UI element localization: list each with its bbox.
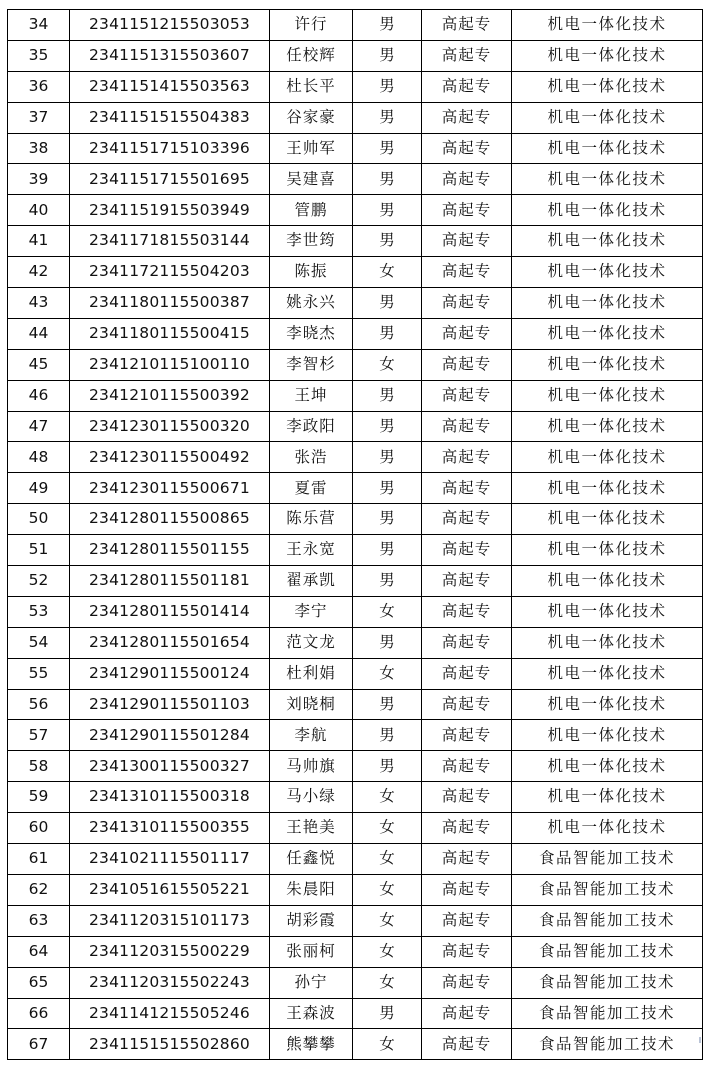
major-cell: 食品智能加工技术: [512, 967, 703, 998]
scroll-edge-marker: [699, 1037, 701, 1043]
gender-cell: 男: [353, 318, 422, 349]
gender-cell: 女: [353, 782, 422, 813]
table-row: [8, 813, 703, 844]
gender-cell: 男: [353, 998, 422, 1029]
major-cell: 机电一体化技术: [512, 627, 703, 658]
table-row: [8, 411, 703, 442]
gender-cell: 男: [353, 288, 422, 319]
student-name-cell: 姚永兴: [270, 288, 353, 319]
education-level-cell: 高起专: [422, 288, 512, 319]
row-number-cell: 52: [8, 566, 70, 597]
student-id-cell: 2341151715501695: [70, 164, 270, 195]
student-id-cell: 2341310115500355: [70, 813, 270, 844]
major-cell: 机电一体化技术: [512, 689, 703, 720]
major-cell: 机电一体化技术: [512, 164, 703, 195]
education-level-cell: 高起专: [422, 658, 512, 689]
student-id-cell: 2341230115500492: [70, 442, 270, 473]
gender-cell: 男: [353, 71, 422, 102]
gender-cell: 男: [353, 689, 422, 720]
student-roster-table: [7, 9, 703, 1060]
student-name-cell: 谷家豪: [270, 102, 353, 133]
table-row: [8, 936, 703, 967]
table-row: [8, 195, 703, 226]
student-name-cell: 翟承凯: [270, 566, 353, 597]
education-level-cell: 高起专: [422, 40, 512, 71]
student-id-cell: 2341210115100110: [70, 349, 270, 380]
student-id-cell: 2341280115500865: [70, 504, 270, 535]
student-id-cell: 2341141215505246: [70, 998, 270, 1029]
student-name-cell: 张浩: [270, 442, 353, 473]
education-level-cell: 高起专: [422, 782, 512, 813]
education-level-cell: 高起专: [422, 442, 512, 473]
row-number-cell: 65: [8, 967, 70, 998]
row-number-cell: 56: [8, 689, 70, 720]
student-id-cell: 2341230115500671: [70, 473, 270, 504]
major-cell: 机电一体化技术: [512, 504, 703, 535]
student-id-cell: 2341171815503144: [70, 226, 270, 257]
student-name-cell: 李晓杰: [270, 318, 353, 349]
row-number-cell: 66: [8, 998, 70, 1029]
table-row: [8, 874, 703, 905]
table-row: [8, 288, 703, 319]
student-id-cell: 2341120315502243: [70, 967, 270, 998]
major-cell: 食品智能加工技术: [512, 874, 703, 905]
table-row: [8, 627, 703, 658]
table-row: [8, 10, 703, 41]
table-row: [8, 349, 703, 380]
row-number-cell: 45: [8, 349, 70, 380]
student-name-cell: 王坤: [270, 380, 353, 411]
row-number-cell: 51: [8, 535, 70, 566]
major-cell: 机电一体化技术: [512, 40, 703, 71]
row-number-cell: 35: [8, 40, 70, 71]
gender-cell: 男: [353, 133, 422, 164]
student-id-cell: 2341230115500320: [70, 411, 270, 442]
student-id-cell: 2341210115500392: [70, 380, 270, 411]
major-cell: 机电一体化技术: [512, 751, 703, 782]
education-level-cell: 高起专: [422, 751, 512, 782]
student-id-cell: 2341300115500327: [70, 751, 270, 782]
table-row: [8, 566, 703, 597]
table-row: [8, 751, 703, 782]
student-id-cell: 2341280115501414: [70, 596, 270, 627]
gender-cell: 女: [353, 596, 422, 627]
major-cell: 机电一体化技术: [512, 288, 703, 319]
row-number-cell: 48: [8, 442, 70, 473]
education-level-cell: 高起专: [422, 349, 512, 380]
major-cell: 食品智能加工技术: [512, 998, 703, 1029]
table-row: [8, 905, 703, 936]
gender-cell: 男: [353, 411, 422, 442]
major-cell: 机电一体化技术: [512, 71, 703, 102]
student-name-cell: 李宁: [270, 596, 353, 627]
major-cell: 机电一体化技术: [512, 10, 703, 41]
row-number-cell: 50: [8, 504, 70, 535]
gender-cell: 女: [353, 1029, 422, 1060]
education-level-cell: 高起专: [422, 844, 512, 875]
row-number-cell: 44: [8, 318, 70, 349]
education-level-cell: 高起专: [422, 936, 512, 967]
student-id-cell: 2341120315500229: [70, 936, 270, 967]
table-row: [8, 967, 703, 998]
gender-cell: 女: [353, 844, 422, 875]
major-cell: 机电一体化技术: [512, 318, 703, 349]
education-level-cell: 高起专: [422, 133, 512, 164]
student-name-cell: 张丽柯: [270, 936, 353, 967]
major-cell: 食品智能加工技术: [512, 1029, 703, 1060]
major-cell: 机电一体化技术: [512, 658, 703, 689]
student-id-cell: 2341051615505221: [70, 874, 270, 905]
student-name-cell: 管鹏: [270, 195, 353, 226]
education-level-cell: 高起专: [422, 1029, 512, 1060]
student-name-cell: 孙宁: [270, 967, 353, 998]
row-number-cell: 49: [8, 473, 70, 504]
student-id-cell: 2341180115500387: [70, 288, 270, 319]
student-name-cell: 王帅军: [270, 133, 353, 164]
gender-cell: 男: [353, 566, 422, 597]
major-cell: 机电一体化技术: [512, 442, 703, 473]
gender-cell: 男: [353, 195, 422, 226]
student-id-cell: 2341151915503949: [70, 195, 270, 226]
document-page: [7, 9, 703, 1060]
table-row: [8, 844, 703, 875]
row-number-cell: 43: [8, 288, 70, 319]
gender-cell: 男: [353, 164, 422, 195]
student-name-cell: 任校辉: [270, 40, 353, 71]
student-name-cell: 马小绿: [270, 782, 353, 813]
row-number-cell: 54: [8, 627, 70, 658]
student-id-cell: 2341151515502860: [70, 1029, 270, 1060]
major-cell: 机电一体化技术: [512, 566, 703, 597]
table-row: [8, 720, 703, 751]
table-row: [8, 257, 703, 288]
row-number-cell: 40: [8, 195, 70, 226]
education-level-cell: 高起专: [422, 967, 512, 998]
student-name-cell: 朱晨阳: [270, 874, 353, 905]
student-name-cell: 王森波: [270, 998, 353, 1029]
gender-cell: 女: [353, 658, 422, 689]
student-id-cell: 2341151415503563: [70, 71, 270, 102]
student-id-cell: 2341151315503607: [70, 40, 270, 71]
gender-cell: 女: [353, 257, 422, 288]
student-id-cell: 2341290115500124: [70, 658, 270, 689]
row-number-cell: 38: [8, 133, 70, 164]
student-name-cell: 吴建喜: [270, 164, 353, 195]
row-number-cell: 58: [8, 751, 70, 782]
student-name-cell: 李航: [270, 720, 353, 751]
education-level-cell: 高起专: [422, 102, 512, 133]
roster-body: [8, 10, 703, 1060]
row-number-cell: 42: [8, 257, 70, 288]
major-cell: 机电一体化技术: [512, 473, 703, 504]
major-cell: 食品智能加工技术: [512, 905, 703, 936]
row-number-cell: 63: [8, 905, 70, 936]
row-number-cell: 34: [8, 10, 70, 41]
gender-cell: 女: [353, 349, 422, 380]
table-row: [8, 318, 703, 349]
row-number-cell: 53: [8, 596, 70, 627]
education-level-cell: 高起专: [422, 195, 512, 226]
education-level-cell: 高起专: [422, 874, 512, 905]
gender-cell: 男: [353, 10, 422, 41]
student-id-cell: 2341290115501103: [70, 689, 270, 720]
student-id-cell: 2341151215503053: [70, 10, 270, 41]
major-cell: 机电一体化技术: [512, 226, 703, 257]
table-row: [8, 596, 703, 627]
student-id-cell: 2341120315101173: [70, 905, 270, 936]
major-cell: 机电一体化技术: [512, 596, 703, 627]
student-id-cell: 2341021115501117: [70, 844, 270, 875]
major-cell: 食品智能加工技术: [512, 844, 703, 875]
row-number-cell: 64: [8, 936, 70, 967]
education-level-cell: 高起专: [422, 596, 512, 627]
gender-cell: 男: [353, 720, 422, 751]
table-row: [8, 535, 703, 566]
major-cell: 机电一体化技术: [512, 102, 703, 133]
student-name-cell: 许行: [270, 10, 353, 41]
education-level-cell: 高起专: [422, 905, 512, 936]
gender-cell: 女: [353, 874, 422, 905]
student-id-cell: 2341280115501155: [70, 535, 270, 566]
row-number-cell: 57: [8, 720, 70, 751]
row-number-cell: 55: [8, 658, 70, 689]
education-level-cell: 高起专: [422, 318, 512, 349]
student-name-cell: 王艳美: [270, 813, 353, 844]
row-number-cell: 59: [8, 782, 70, 813]
student-name-cell: 杜长平: [270, 71, 353, 102]
gender-cell: 男: [353, 473, 422, 504]
major-cell: 机电一体化技术: [512, 133, 703, 164]
education-level-cell: 高起专: [422, 257, 512, 288]
gender-cell: 男: [353, 751, 422, 782]
student-id-cell: 2341151715103396: [70, 133, 270, 164]
student-name-cell: 任鑫悦: [270, 844, 353, 875]
gender-cell: 男: [353, 442, 422, 473]
gender-cell: 男: [353, 226, 422, 257]
student-name-cell: 王永宽: [270, 535, 353, 566]
student-name-cell: 李智杉: [270, 349, 353, 380]
table-row: [8, 658, 703, 689]
table-row: [8, 133, 703, 164]
student-name-cell: 夏雷: [270, 473, 353, 504]
gender-cell: 女: [353, 813, 422, 844]
student-name-cell: 马帅旗: [270, 751, 353, 782]
row-number-cell: 39: [8, 164, 70, 195]
student-id-cell: 2341280115501654: [70, 627, 270, 658]
student-id-cell: 2341280115501181: [70, 566, 270, 597]
education-level-cell: 高起专: [422, 71, 512, 102]
education-level-cell: 高起专: [422, 720, 512, 751]
education-level-cell: 高起专: [422, 535, 512, 566]
student-name-cell: 陈振: [270, 257, 353, 288]
row-number-cell: 41: [8, 226, 70, 257]
education-level-cell: 高起专: [422, 411, 512, 442]
gender-cell: 男: [353, 40, 422, 71]
education-level-cell: 高起专: [422, 10, 512, 41]
table-row: [8, 473, 703, 504]
education-level-cell: 高起专: [422, 226, 512, 257]
gender-cell: 女: [353, 936, 422, 967]
row-number-cell: 62: [8, 874, 70, 905]
major-cell: 机电一体化技术: [512, 195, 703, 226]
student-name-cell: 范文龙: [270, 627, 353, 658]
table-row: [8, 689, 703, 720]
student-id-cell: 2341310115500318: [70, 782, 270, 813]
table-row: [8, 1029, 703, 1060]
table-row: [8, 442, 703, 473]
gender-cell: 男: [353, 380, 422, 411]
row-number-cell: 46: [8, 380, 70, 411]
student-name-cell: 李世筠: [270, 226, 353, 257]
student-name-cell: 李政阳: [270, 411, 353, 442]
table-row: [8, 504, 703, 535]
table-row: [8, 102, 703, 133]
student-name-cell: 杜利娟: [270, 658, 353, 689]
gender-cell: 男: [353, 627, 422, 658]
education-level-cell: 高起专: [422, 813, 512, 844]
education-level-cell: 高起专: [422, 998, 512, 1029]
table-row: [8, 71, 703, 102]
student-id-cell: 2341172115504203: [70, 257, 270, 288]
major-cell: 机电一体化技术: [512, 813, 703, 844]
major-cell: 机电一体化技术: [512, 257, 703, 288]
education-level-cell: 高起专: [422, 473, 512, 504]
row-number-cell: 61: [8, 844, 70, 875]
student-name-cell: 熊攀攀: [270, 1029, 353, 1060]
gender-cell: 女: [353, 905, 422, 936]
student-name-cell: 刘晓桐: [270, 689, 353, 720]
table-row: [8, 226, 703, 257]
row-number-cell: 36: [8, 71, 70, 102]
major-cell: 机电一体化技术: [512, 411, 703, 442]
major-cell: 机电一体化技术: [512, 380, 703, 411]
major-cell: 食品智能加工技术: [512, 936, 703, 967]
table-row: [8, 380, 703, 411]
major-cell: 机电一体化技术: [512, 535, 703, 566]
table-row: [8, 782, 703, 813]
row-number-cell: 67: [8, 1029, 70, 1060]
table-row: [8, 40, 703, 71]
major-cell: 机电一体化技术: [512, 782, 703, 813]
student-name-cell: 胡彩霞: [270, 905, 353, 936]
gender-cell: 男: [353, 535, 422, 566]
student-id-cell: 2341180115500415: [70, 318, 270, 349]
education-level-cell: 高起专: [422, 689, 512, 720]
gender-cell: 男: [353, 102, 422, 133]
student-id-cell: 2341151515504383: [70, 102, 270, 133]
student-id-cell: 2341290115501284: [70, 720, 270, 751]
table-row: [8, 998, 703, 1029]
gender-cell: 女: [353, 967, 422, 998]
education-level-cell: 高起专: [422, 627, 512, 658]
row-number-cell: 60: [8, 813, 70, 844]
row-number-cell: 37: [8, 102, 70, 133]
education-level-cell: 高起专: [422, 380, 512, 411]
major-cell: 机电一体化技术: [512, 720, 703, 751]
education-level-cell: 高起专: [422, 504, 512, 535]
gender-cell: 男: [353, 504, 422, 535]
education-level-cell: 高起专: [422, 566, 512, 597]
row-number-cell: 47: [8, 411, 70, 442]
student-name-cell: 陈乐营: [270, 504, 353, 535]
education-level-cell: 高起专: [422, 164, 512, 195]
major-cell: 机电一体化技术: [512, 349, 703, 380]
table-row: [8, 164, 703, 195]
